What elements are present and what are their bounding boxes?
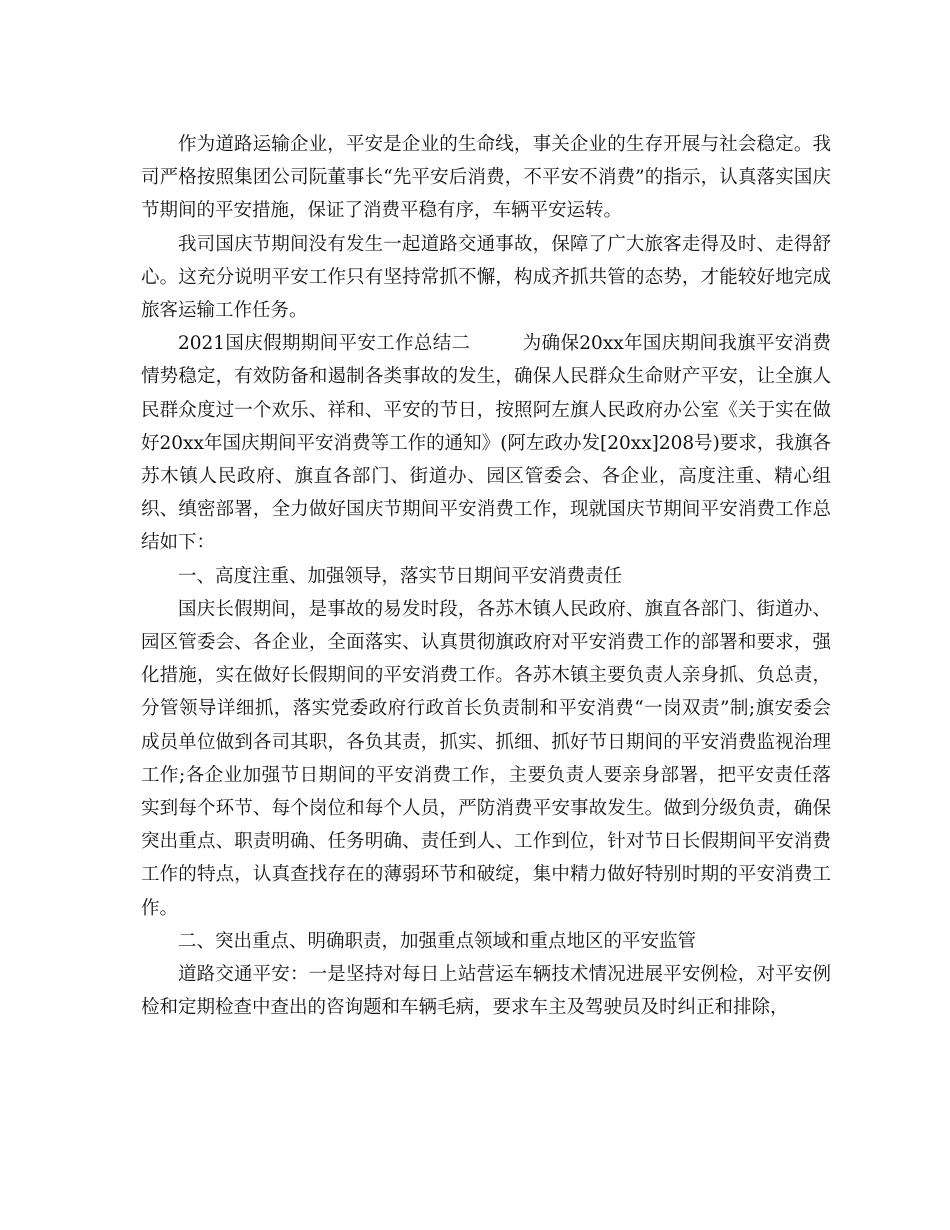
section-paragraph (141, 327, 831, 559)
section-title: 2021国庆假期期间平安工作总结二 (178, 333, 471, 355)
paragraph-2: 我司国庆节期间没有发生一起道路交通事故，保障了广大旅客走得及时、走得舒心。这充分说明平安工作只有坚持常抓不懈，构成齐抓共管的态势，才能较好地完成旅客运输工作任务。 (141, 233, 831, 322)
document-body (141, 128, 831, 1024)
heading-1: 一、高度注重、加强领导，落实节日期间平安消费责任 (178, 565, 623, 587)
section-intro: 为确保20xx年国庆期间我旗平安消费情势稳定，有效防备和遏制各类事故的发生，确保人民群众生命财产平安，让全旗人民群众度过一个欢乐、祥和、平安的节日，按照阿左旗人民政府办公室《关于实在做好20xx年国庆期间平安消费等工作的通知》(阿左政办发[20xx]208号)要求，我旗各苏木镇人民政府、旗直各部门、街道办、园区管委会、各企业，高度注重、精心组织、缜密部署，全力做好国庆节期间平安消费工作，现就国庆节期间平安消费工作总结如下： (141, 333, 831, 554)
paragraph-4: 道路交通平安：一是坚持对每日上站营运车辆技术情况进展平安例检，对平安例检和定期检查中查出的咨询题和车辆毛病，要求车主及驾驶员及时纠正和排除， (141, 964, 831, 1019)
paragraph-3: 国庆长假期间，是事故的易发时段，各苏木镇人民政府、旗直各部门、街道办、园区管委会、各企业，全面落实、认真贯彻旗政府对平安消费工作的部署和要求，强化措施，实在做好长假期间的平安消费工作。各苏木镇主要负责人亲身抓、负总责，分管领导详细抓，落实党委政府行政首长负责制和平安消费“一岗双责”制;旗安委会成员单位做到各司其职，各负其责，抓实、抓细、抓好节日期间的平安消费监视治理工作;各企业加强节日期间的平安消费工作，主要负责人要亲身部署，把平安责任落实到每个环节、每个岗位和每个人员，严防消费平安事故发生。做到分级负责，确保突出重点、职责明确、任务明确、责任到人、工作到位，针对节日长假期间平安消费工作的特点，认真查找存在的薄弱环节和破绽，集中精力做好特别时期的平安消费工作。 (141, 598, 831, 919)
heading-2: 二、突出重点、明确职责，加强重点领域和重点地区的平安监管 (178, 930, 697, 952)
paragraph-1: 作为道路运输企业，平安是企业的生命线，事关企业的生存开展与社会稳定。我司严格按照集团公司阮董事长“先平安后消费，不平安不消费”的指示，认真落实国庆节期间的平安措施，保证了消费平稳有序，车辆平安运转。 (141, 134, 831, 222)
